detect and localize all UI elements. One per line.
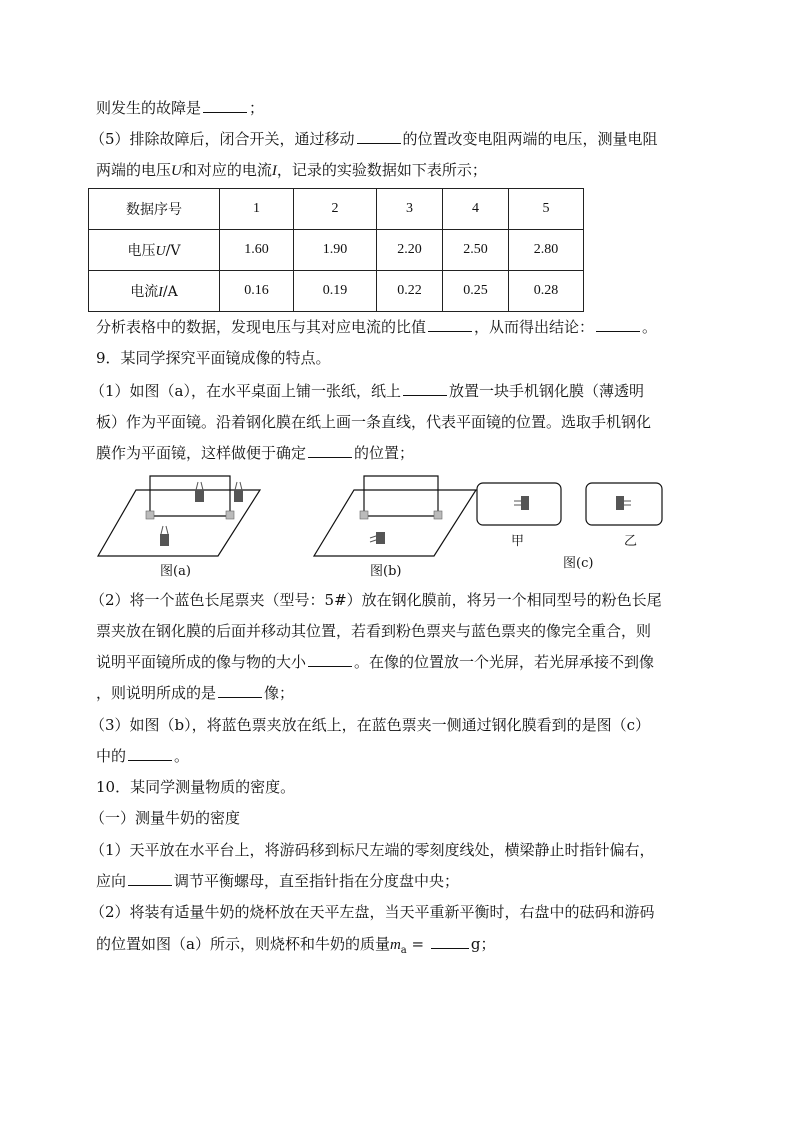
figure-c bbox=[476, 482, 664, 526]
table-cell: 0.25 bbox=[443, 271, 509, 312]
text-line bbox=[96, 682, 294, 704]
answer-blank[interactable] bbox=[308, 652, 352, 667]
question-10-title bbox=[96, 776, 295, 798]
figure-a-caption: 图(a) bbox=[160, 564, 191, 579]
table-cell: 0.16 bbox=[220, 271, 294, 312]
figure-b-caption: 图(b) bbox=[370, 564, 402, 579]
text: g； bbox=[470, 935, 496, 953]
table-cell-current-label bbox=[89, 271, 220, 312]
text-line bbox=[96, 442, 414, 464]
answer-blank[interactable] bbox=[596, 317, 640, 332]
variable-u: U bbox=[155, 244, 166, 259]
subscript: a bbox=[400, 945, 407, 956]
text: ； bbox=[249, 99, 265, 117]
text-line bbox=[90, 839, 655, 861]
text: 的位置如图（a）所示，则烧杯和牛奶的质量 bbox=[96, 935, 390, 953]
section-heading bbox=[90, 807, 240, 829]
text: 则发生的故障是 bbox=[96, 99, 202, 117]
answer-blank[interactable] bbox=[431, 934, 469, 949]
text-line bbox=[96, 97, 264, 119]
text: （5）排除故障后，闭合开关，通过移动 bbox=[90, 130, 355, 148]
table-cell: 4 bbox=[443, 189, 509, 230]
answer-blank[interactable] bbox=[428, 317, 472, 332]
text-line bbox=[90, 901, 655, 923]
text: 9．某同学探究平面镜成像的特点。 bbox=[96, 349, 331, 367]
figure-b bbox=[310, 470, 478, 560]
text-line bbox=[90, 380, 644, 402]
table-cell: 1 bbox=[220, 189, 294, 230]
table-cell-voltage-label bbox=[89, 230, 220, 271]
text: （2）将装有适量牛奶的烧杯放在天平左盘，当天平重新平衡时，右盘中的砝码和游码 bbox=[90, 903, 655, 921]
answer-blank[interactable] bbox=[128, 746, 172, 761]
variable-i: I bbox=[158, 285, 163, 300]
text: 。 bbox=[642, 318, 658, 336]
text: 中的 bbox=[96, 747, 127, 765]
text: ，则说明所成的是 bbox=[96, 684, 217, 702]
text: /V bbox=[165, 243, 181, 259]
table-row bbox=[89, 230, 584, 271]
variable-u: U bbox=[171, 163, 182, 179]
text: 放置一块手机钢化膜（薄透明 bbox=[449, 382, 645, 400]
table-row bbox=[89, 189, 584, 230]
figure-c-label-yi: 乙 bbox=[624, 534, 638, 549]
table-cell: 3 bbox=[377, 189, 443, 230]
text-line bbox=[96, 316, 657, 338]
text: 电压 bbox=[127, 243, 156, 259]
question-9-title bbox=[96, 347, 331, 369]
variable-i: I bbox=[271, 163, 277, 179]
answer-blank[interactable] bbox=[403, 381, 447, 396]
text: 说明平面镜所成的像与物的大小 bbox=[96, 653, 307, 671]
text: 的位置； bbox=[354, 444, 415, 462]
answer-blank[interactable] bbox=[128, 871, 172, 886]
data-table bbox=[88, 188, 584, 312]
table-cell: 1.60 bbox=[220, 230, 294, 271]
table-cell: 数据序号 bbox=[89, 189, 220, 230]
text-line bbox=[90, 714, 650, 736]
text: （一）测量牛奶的密度 bbox=[90, 809, 241, 827]
text: （2）将一个蓝色长尾票夹（型号：5#）放在钢化膜前，将另一个相同型号的粉色长尾 bbox=[90, 591, 662, 609]
text: 。在像的位置放一个光屏，若光屏承接不到像 bbox=[354, 653, 655, 671]
text: 应向 bbox=[96, 872, 127, 890]
table-cell: 2.50 bbox=[443, 230, 509, 271]
answer-blank[interactable] bbox=[308, 443, 352, 458]
text: 和对应的电流 bbox=[181, 161, 272, 179]
answer-blank[interactable] bbox=[218, 683, 262, 698]
text-line bbox=[96, 620, 651, 642]
text-line bbox=[96, 933, 495, 962]
text: 的位置改变电阻两端的电压，测量电阻 bbox=[402, 130, 658, 148]
table-cell: 2.20 bbox=[377, 230, 443, 271]
table-cell: 1.90 bbox=[294, 230, 377, 271]
text: 两端的电压 bbox=[96, 161, 172, 179]
text: ，从而得出结论： bbox=[474, 318, 595, 336]
text-line bbox=[96, 870, 459, 892]
text-line bbox=[96, 745, 189, 767]
figure-a bbox=[94, 470, 262, 560]
variable-m: m bbox=[389, 937, 401, 953]
text: 10．某同学测量物质的密度。 bbox=[96, 778, 296, 796]
table-cell: 0.28 bbox=[509, 271, 584, 312]
text-line bbox=[90, 589, 662, 611]
table-cell: 2.80 bbox=[509, 230, 584, 271]
text: 像； bbox=[264, 684, 295, 702]
text: ，记录的实验数据如下表所示； bbox=[276, 161, 487, 179]
text: 。 bbox=[174, 747, 190, 765]
answer-blank[interactable] bbox=[357, 129, 401, 144]
table-cell: 0.19 bbox=[294, 271, 377, 312]
table-row bbox=[89, 271, 584, 312]
text-line bbox=[96, 651, 654, 673]
text-line bbox=[96, 159, 487, 182]
text: （3）如图（b），将蓝色票夹放在纸上，在蓝色票夹一侧通过钢化膜看到的是图（c） bbox=[90, 716, 651, 734]
text: （1）天平放在水平台上，将游码移到标尺左端的零刻度线处，横梁静止时指针偏右， bbox=[90, 841, 655, 859]
figure-c-label-jia: 甲 bbox=[511, 534, 525, 549]
text-line bbox=[96, 411, 651, 433]
text: 票夹放在钢化膜的后面并移动其位置，若看到粉色票夹与蓝色票夹的像完全重合，则 bbox=[96, 622, 652, 640]
text: （1）如图（a），在水平桌面上铺一张纸，纸上 bbox=[90, 382, 401, 400]
text: 调节平衡螺母，直至指针指在分度盘中央； bbox=[174, 872, 460, 890]
text: 板）作为平面镜。沿着钢化膜在纸上画一条直线，代表平面镜的位置。选取手机钢化 bbox=[96, 413, 652, 431]
table-cell: 0.22 bbox=[377, 271, 443, 312]
text: 膜作为平面镜，这样做便于确定 bbox=[96, 444, 307, 462]
answer-blank[interactable] bbox=[203, 98, 247, 113]
text: /A bbox=[162, 284, 178, 300]
text: 分析表格中的数据，发现电压与其对应电流的比值 bbox=[96, 318, 427, 336]
table-cell: 5 bbox=[509, 189, 584, 230]
table-cell: 2 bbox=[294, 189, 377, 230]
text-line bbox=[90, 128, 658, 150]
figure-c-caption: 图(c) bbox=[563, 556, 594, 571]
text: 电流 bbox=[130, 284, 159, 300]
text: = bbox=[406, 935, 429, 953]
